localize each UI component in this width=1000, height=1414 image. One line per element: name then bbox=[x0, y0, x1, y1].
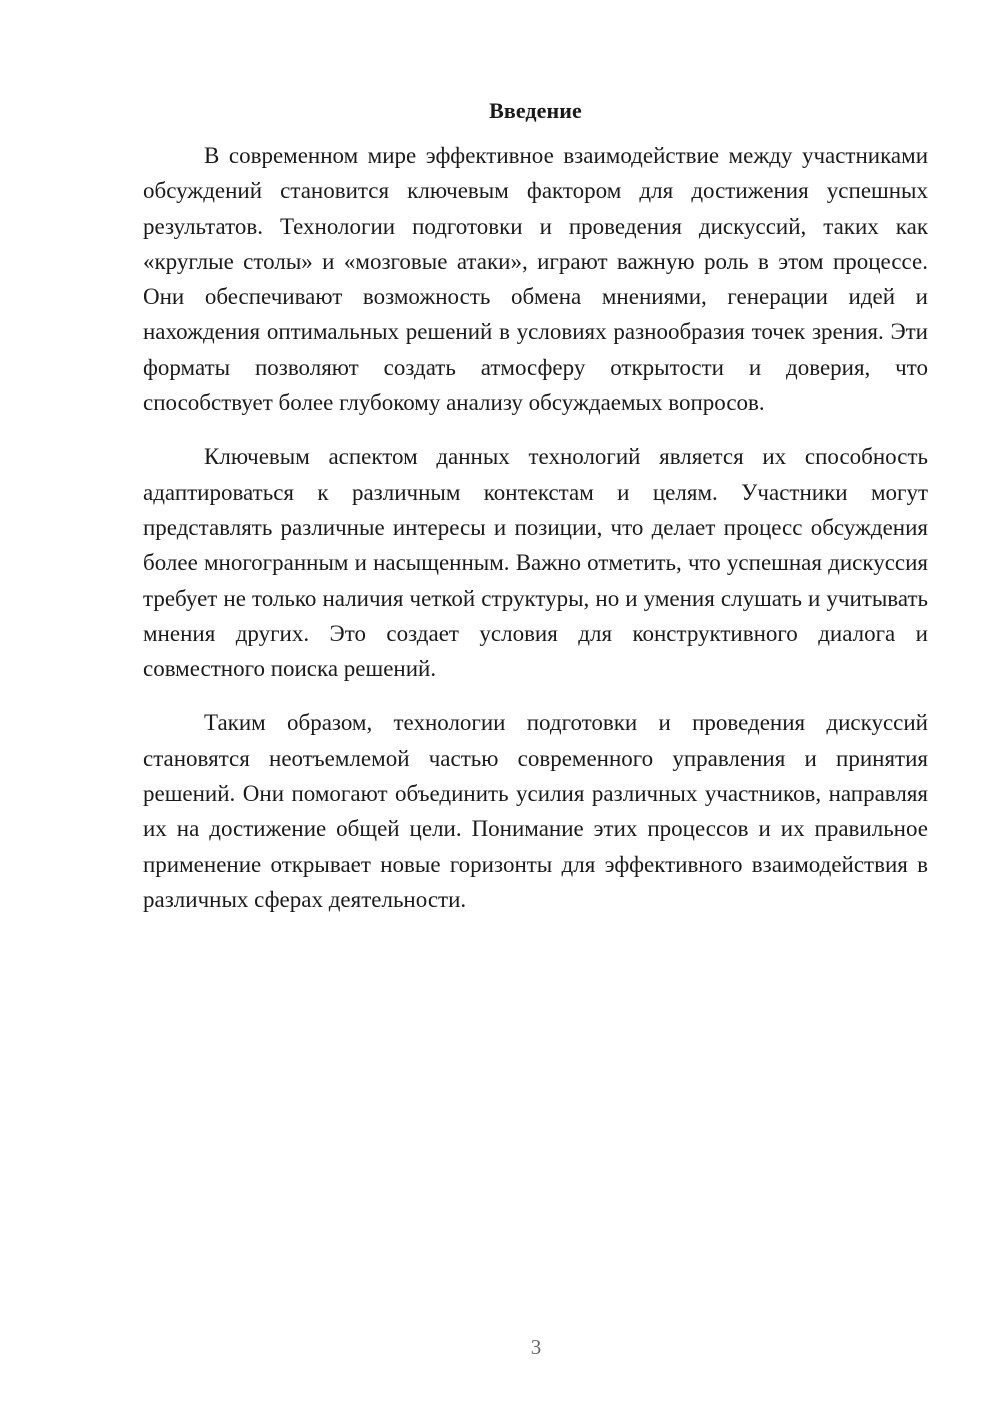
page-content bbox=[143, 96, 928, 936]
paragraph-2: Ключевым аспектом данных технологий является их способность адаптироваться к различным контекстам и целям. Участники могут представлять различные интересы и позиции, что делает процесс обсуждения более многогранным и насыщенным. Важно отметить, что успешная дискуссия требует не только наличия четкой структуры, но и умения слушать и учитывать мнения других. Это создает условия для конструктивного диалога и совместного поиска решений. bbox=[143, 444, 928, 682]
paragraph-1: В современном мире эффективное взаимодействие между участниками обсуждений становится ключевым фактором для достижения успешных результатов. Технологии подготовки и проведения дискуссий, таких как «круглые столы» и «мозговые атаки», играют важную роль в этом процессе. Они обеспечивают возможность обмена мнениями, генерации идей и нахождения оптимальных решений в условиях разнообразия точек зрения. Эти форматы позволяют создать атмосферу открытости и доверия, что способствует более глубокому анализу обсуждаемых вопросов. bbox=[143, 143, 928, 416]
page-number: 3 bbox=[530, 1335, 542, 1359]
section-title: Введение bbox=[489, 98, 582, 123]
paragraph-3: Таким образом, технологии подготовки и проведения дискуссий становятся неотъемлемой частью современного управления и принятия решений. Они помогают объединить усилия различных участников, направляя их на достижение общей цели. Понимание этих процессов и их правильное применение открывает новые горизонты для эффективного взаимодействия в различных сферах деятельности. bbox=[143, 710, 928, 912]
